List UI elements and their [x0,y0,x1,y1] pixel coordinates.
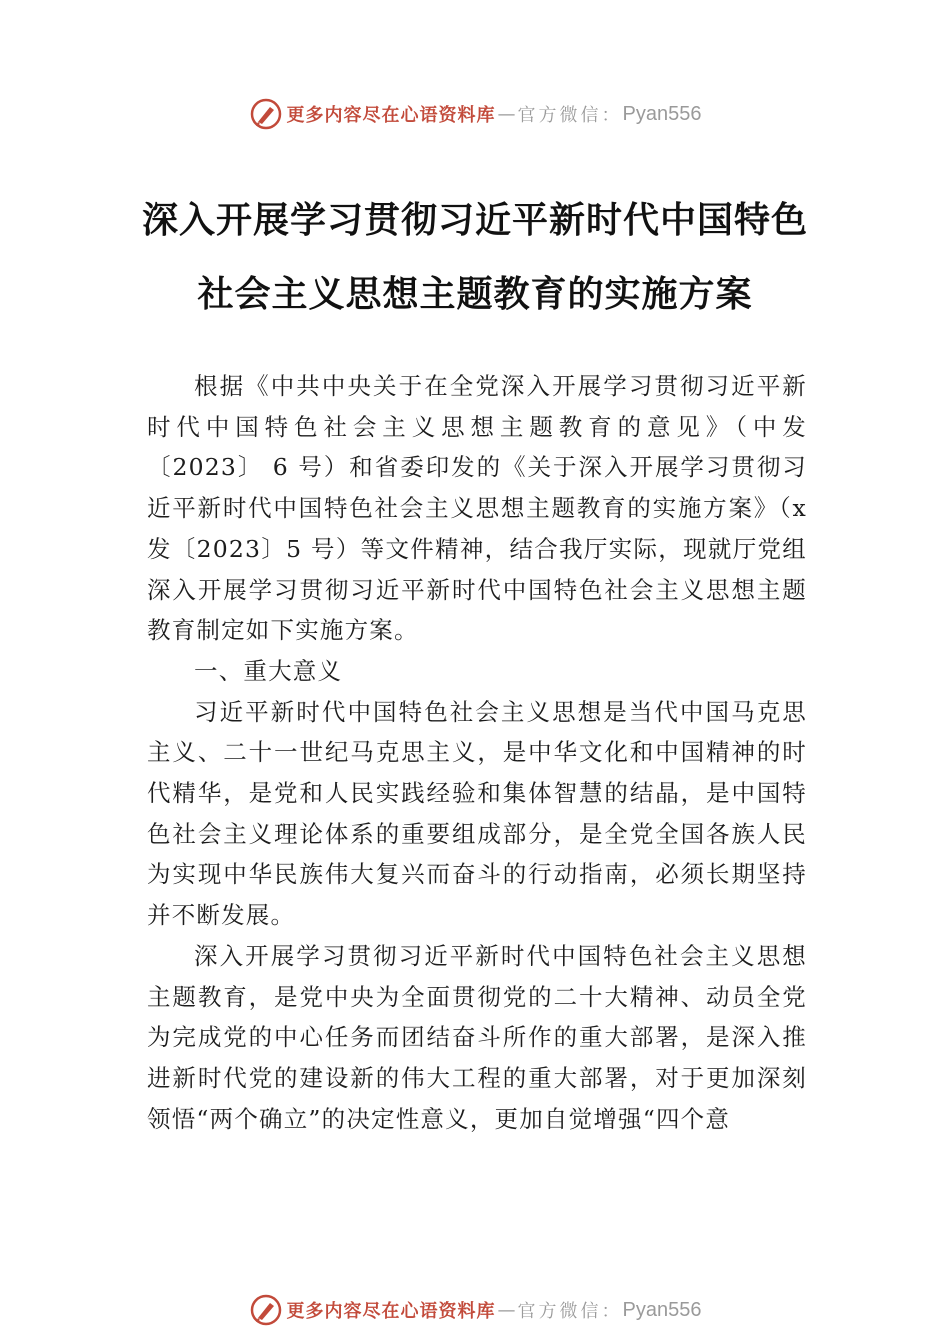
watermark-dash: — [497,1299,516,1321]
document-title-line-1: 深入开展学习贯彻习近平新时代中国特色 [141,199,808,241]
watermark-wechat-id: Pyan556 [622,1298,702,1321]
watermark-main-text: 更多内容尽在心语资料库 [286,105,496,126]
paragraph-basis: 根据《中共中央关于在全党深入开展学习贯彻习近平新时代中国特色社会主义思想主题教育的意见》（中发〔2023〕 6 号）和省委印发的《关于深入开展学习贯彻习近平新时代中国特色社会主义思想主题教育的实施方案》（x 发〔2023〕5 号）等文件精神，结合我厅实际，现就厅党组深入开展学习贯彻习近平新时代中国特色社会主义思想主题教育制定如下实施方案。 [147,372,807,645]
document-body [147,366,807,1139]
watermark-sub-text: 官方微信： [517,105,623,126]
watermark-dash: — [497,103,516,125]
pen-logo-icon [249,1293,283,1327]
section-heading-significance: 一、重大意义 [194,656,343,685]
document-title-line-2: 社会主义思想主题教育的实施方案 [197,273,753,315]
paragraph-education: 深入开展学习贯彻习近平新时代中国特色社会主义思想主题教育，是党中央为全面贯彻党的二十大精神、动员全党为完成党的中心任务而团结奋斗所作的重大部署，是深入推进新时代党的建设新的伟大工程的重大部署，对于更加深刻领悟“两个确立”的决定性意义，更加自觉增强“四个意 [147,941,807,1133]
header-watermark [0,94,950,134]
watermark-sub-text: 官方微信： [517,1301,623,1322]
footer-watermark [0,1290,950,1330]
pen-logo-icon [249,97,283,131]
paragraph-thought: 习近平新时代中国特色社会主义思想是当代中国马克思主义、二十一世纪马克思主义，是中华文化和中国精神的时代精华，是党和人民实践经验和集体智慧的结晶，是中国特色社会主义理论体系的重要组成部分，是全党全国各族人民为实现中华民族伟大复兴而奋斗的行动指南，必须长期坚持并不断发展。 [147,697,807,930]
watermark-main-text: 更多内容尽在心语资料库 [286,1301,496,1322]
watermark-wechat-id: Pyan556 [622,102,702,125]
